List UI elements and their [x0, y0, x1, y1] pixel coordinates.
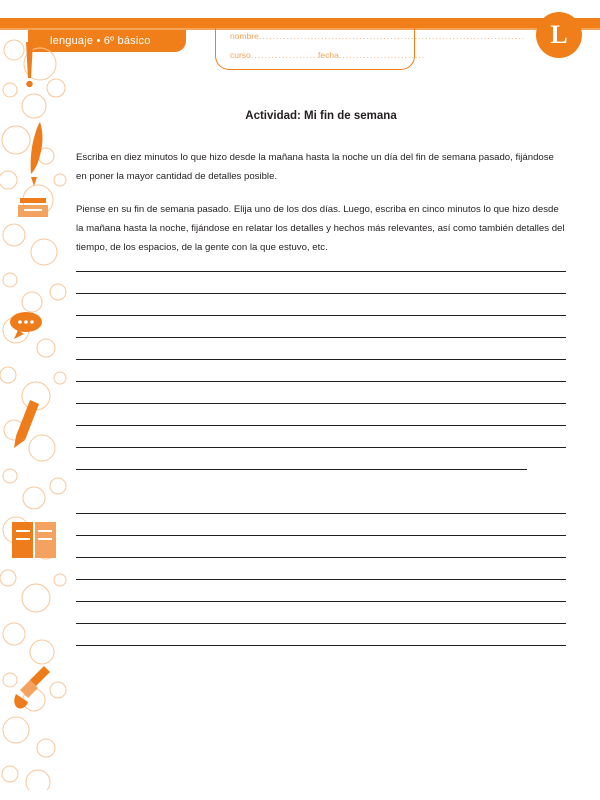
- writing-line[interactable]: [76, 271, 566, 272]
- exclamation-icon: [26, 42, 33, 87]
- speech-bubble-icon: [10, 312, 42, 339]
- writing-line[interactable]: [76, 513, 566, 514]
- writing-line[interactable]: [76, 337, 566, 338]
- writing-line[interactable]: [76, 645, 566, 646]
- subject-tag: lenguaje • 6º básico: [28, 30, 186, 52]
- curso-field[interactable]: [230, 50, 324, 60]
- student-info-box: [215, 22, 526, 70]
- writing-line[interactable]: [76, 315, 566, 316]
- writing-line[interactable]: [76, 469, 527, 470]
- quill-pen-icon: [31, 122, 43, 186]
- writing-line[interactable]: [76, 359, 566, 360]
- writing-line[interactable]: [76, 381, 566, 382]
- nombre-label: nombre: [230, 31, 259, 41]
- writing-lines-group-1[interactable]: [76, 271, 566, 470]
- fecha-dots: .........................: [338, 50, 426, 60]
- writing-line[interactable]: [76, 447, 566, 448]
- curso-dots: .....................: [250, 50, 324, 60]
- writing-line[interactable]: [76, 425, 566, 426]
- instruction-paragraph-1: Escriba en diez minutos lo que hizo desde la mañana hasta la noche un día del fin de semana pasado, fijándose en poner la mayor cantidad de detalles posible.: [76, 152, 554, 182]
- nombre-dots: .............................................................................: [258, 31, 526, 41]
- writing-line[interactable]: [76, 579, 566, 580]
- subject-badge: L: [536, 12, 582, 58]
- lines-gap: [76, 491, 566, 501]
- fecha-field[interactable]: [318, 50, 425, 60]
- open-book-icon: [12, 520, 56, 560]
- book-open-icon: [18, 198, 48, 217]
- writing-line[interactable]: [76, 403, 566, 404]
- nombre-field[interactable]: [230, 31, 525, 41]
- curso-label: curso: [230, 50, 251, 60]
- fecha-label: fecha: [318, 50, 339, 60]
- pencil-icon: [14, 400, 39, 448]
- instruction-paragraph-2: Piense en su fin de semana pasado. Elija uno de los dos días. Luego, escriba en cinco minutos lo que hizo desde la mañana hasta la noche, fijándose en relatar los detalles y hechos más relevantes, así como también detalles del tiempo, de los espacios, de la gente con la que estuvo, etc.: [76, 204, 565, 253]
- decorative-sidebar: [0, 30, 70, 790]
- writing-lines-group-2[interactable]: [76, 513, 566, 646]
- writing-line[interactable]: [76, 535, 566, 536]
- worksheet-content: [76, 110, 566, 667]
- writing-line[interactable]: [76, 293, 566, 294]
- writing-line[interactable]: [76, 623, 566, 624]
- page-title: Actividad: Mi fin de semana: [245, 110, 397, 122]
- writing-line[interactable]: [76, 557, 566, 558]
- writing-line[interactable]: [76, 601, 566, 602]
